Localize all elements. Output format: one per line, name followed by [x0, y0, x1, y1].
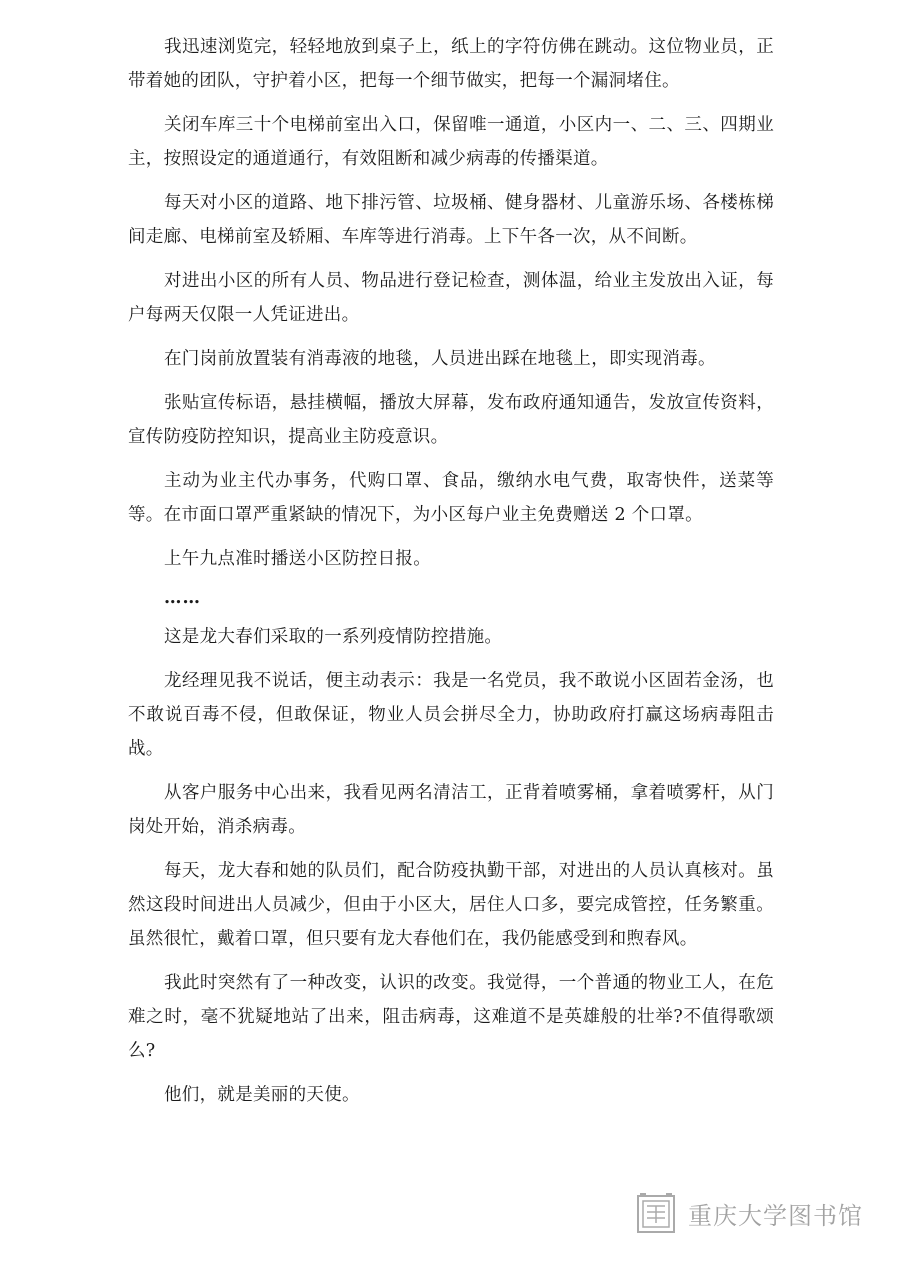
- paragraph: 在门岗前放置装有消毒液的地毯，人员进出踩在地毯上，即实现消毒。: [164, 349, 716, 369]
- paragraph: 这是龙大春们采取的一系列疫情防控措施。: [164, 627, 503, 647]
- paragraph: 龙经理见我不说话，便主动表示：我是一名党员，我不敢说小区固若金汤，也不敢说百毒不侵，但敢保证，物业人员会拼尽全力，协助政府打赢这场病毒阻击战。: [128, 671, 774, 759]
- library-watermark: [636, 1190, 863, 1236]
- watermark-text: 重庆大学图书馆: [688, 1201, 863, 1230]
- paragraph: 主动为业主代办事务，代购口罩、食品，缴纳水电气费，取寄快件，送菜等等。在市面口罩严重紧缺的情况下，为小区每户业主免费赠送 2 个口罩。: [128, 471, 774, 525]
- ellipsis-line: ……: [164, 588, 201, 608]
- paragraph: 每天，龙大春和她的队员们，配合防疫执勤干部，对进出的人员认真核对。虽然这段时间进出人员减少，但由于小区大，居住人口多，要完成管控，任务繁重。虽然很忙，戴着口罩，但只要有龙大春他们在，我仍能感受到和煦春风。: [128, 861, 774, 949]
- document-body: [128, 30, 774, 1122]
- paragraph: 我迅速浏览完，轻轻地放到桌子上，纸上的字符仿佛在跳动。这位物业员，正带着她的团队，守护着小区，把每一个细节做实，把每一个漏洞堵住。: [128, 37, 774, 91]
- paragraph: 我此时突然有了一种改变，认识的改变。我觉得，一个普通的物业工人，在危难之时，毫不犹疑地站了出来，阻击病毒，这难道不是英雄般的壮举?不值得歌颂么?: [128, 973, 774, 1061]
- paragraph: 关闭车库三十个电梯前室出入口，保留唯一通道，小区内一、二、三、四期业主，按照设定的通道通行，有效阻断和减少病毒的传播渠道。: [128, 115, 774, 169]
- library-logo-icon: [636, 1192, 676, 1234]
- paragraph: 张贴宣传标语，悬挂横幅，播放大屏幕，发布政府通知通告，发放宣传资料，宣传防疫防控知识，提高业主防疫意识。: [128, 393, 774, 447]
- paragraph: 从客户服务中心出来，我看见两名清洁工，正背着喷雾桶，拿着喷雾杆，从门岗处开始，消杀病毒。: [128, 783, 774, 837]
- paragraph: 他们，就是美丽的天使。: [164, 1085, 360, 1105]
- paragraph: 上午九点准时播送小区防控日报。: [164, 549, 431, 569]
- paragraph: 对进出小区的所有人员、物品进行登记检查，测体温，给业主发放出入证，每户每两天仅限一人凭证进出。: [128, 271, 774, 325]
- paragraph: 每天对小区的道路、地下排污管、垃圾桶、健身器材、儿童游乐场、各楼栋梯间走廊、电梯前室及轿厢、车库等进行消毒。上下午各一次，从不间断。: [128, 193, 774, 247]
